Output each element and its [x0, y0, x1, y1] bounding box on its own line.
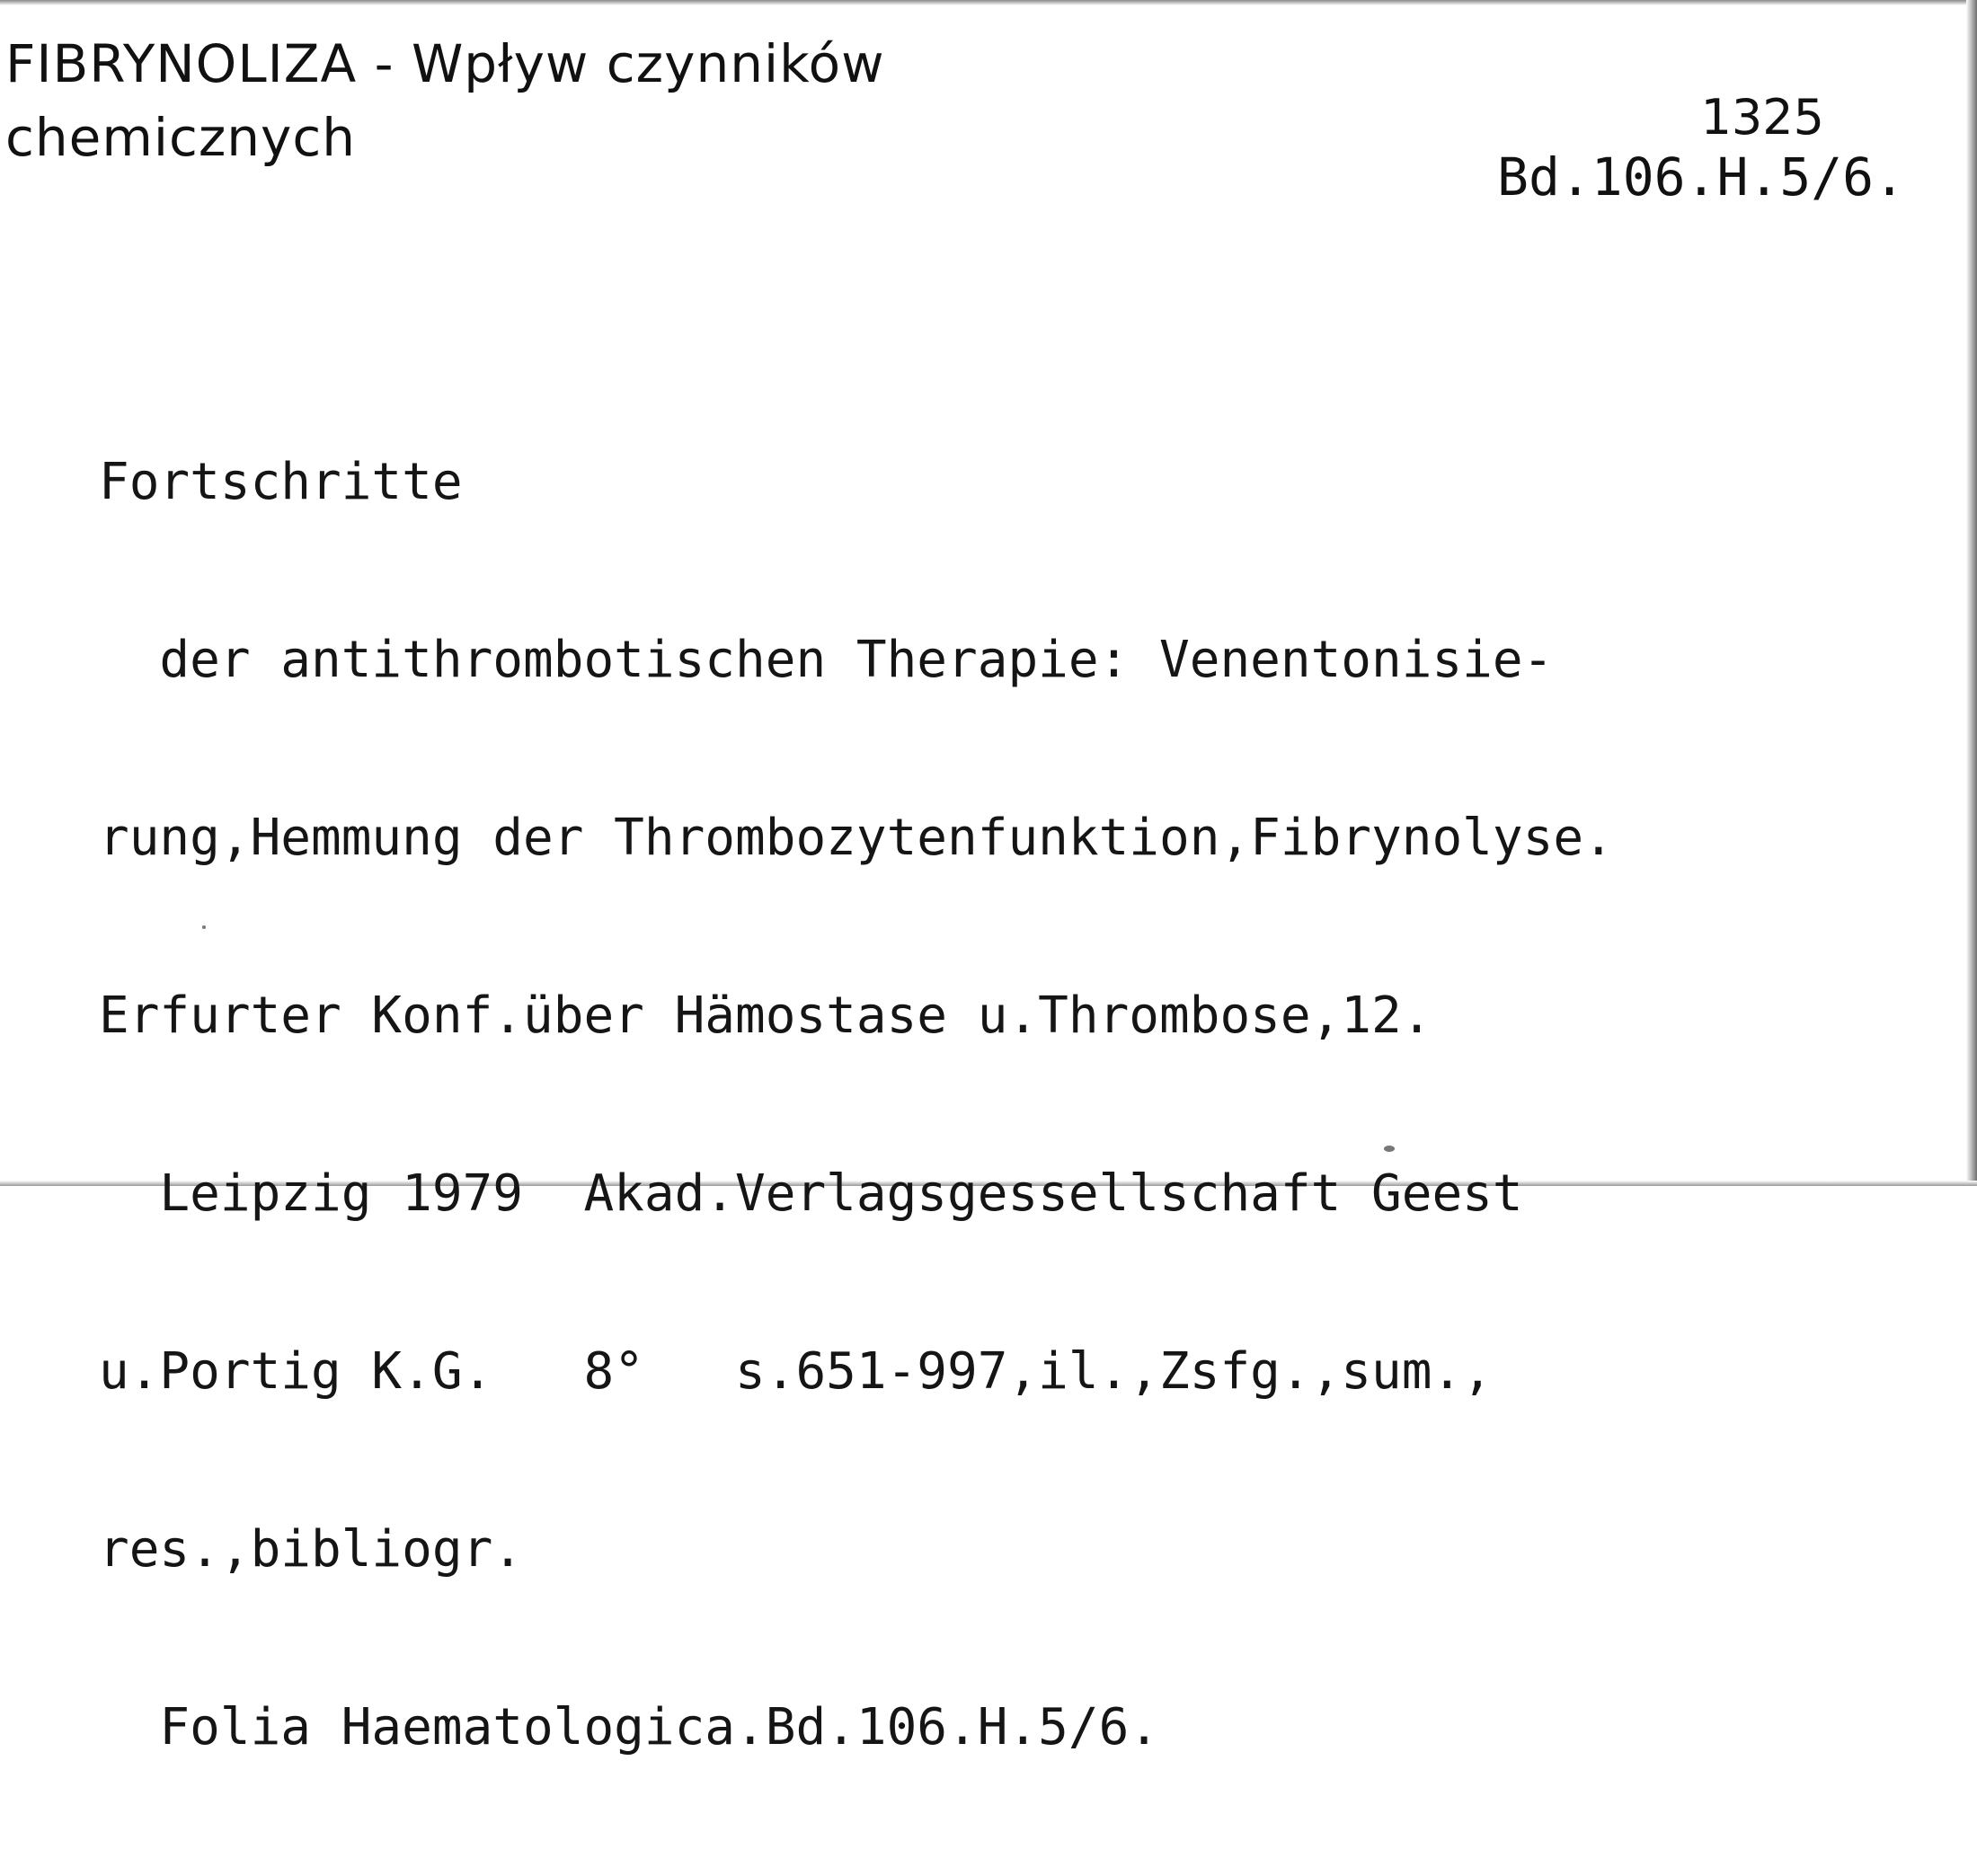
dust-speck	[202, 925, 206, 929]
entry-line: res.,bibliogr.	[99, 1520, 524, 1579]
entry-line: Folia Haematologica.Bd.106.H.5/6.	[99, 1698, 1160, 1757]
card-top-edge	[0, 0, 1977, 5]
accession-number: 1325	[1700, 89, 1824, 146]
subject-heading-line-1: FIBRYNOLIZA - Wpływ czynników	[5, 33, 885, 94]
entry-line: Leipzig 1979 Akad.Verlagsgessellschaft Geest	[99, 1164, 1523, 1223]
entry-line: Fortschritte	[99, 453, 463, 511]
dust-speck	[1384, 1146, 1395, 1152]
entry-line: u.Portig K.G. 8° s.651-997,il.,Zsfg.,sum.,	[99, 1342, 1493, 1401]
subject-heading	[5, 27, 885, 174]
shelfmark: Bd.106.H.5/6.	[1497, 146, 1905, 208]
entry-line: rung,Hemmung der Thrombozytenfunktion,Fibrynolyse.	[99, 809, 1614, 867]
entry-line: Erfurter Konf.über Hämostase u.Thrombose,12.	[99, 987, 1432, 1045]
bibliographic-entry	[99, 334, 1614, 1876]
subject-heading-line-2: chemicznych	[5, 107, 357, 168]
entry-line: der antithrombotischen Therapie: Venentonisie-	[99, 631, 1554, 689]
shelfmark-block	[1497, 90, 1905, 208]
card-right-edge	[1966, 0, 1977, 1186]
